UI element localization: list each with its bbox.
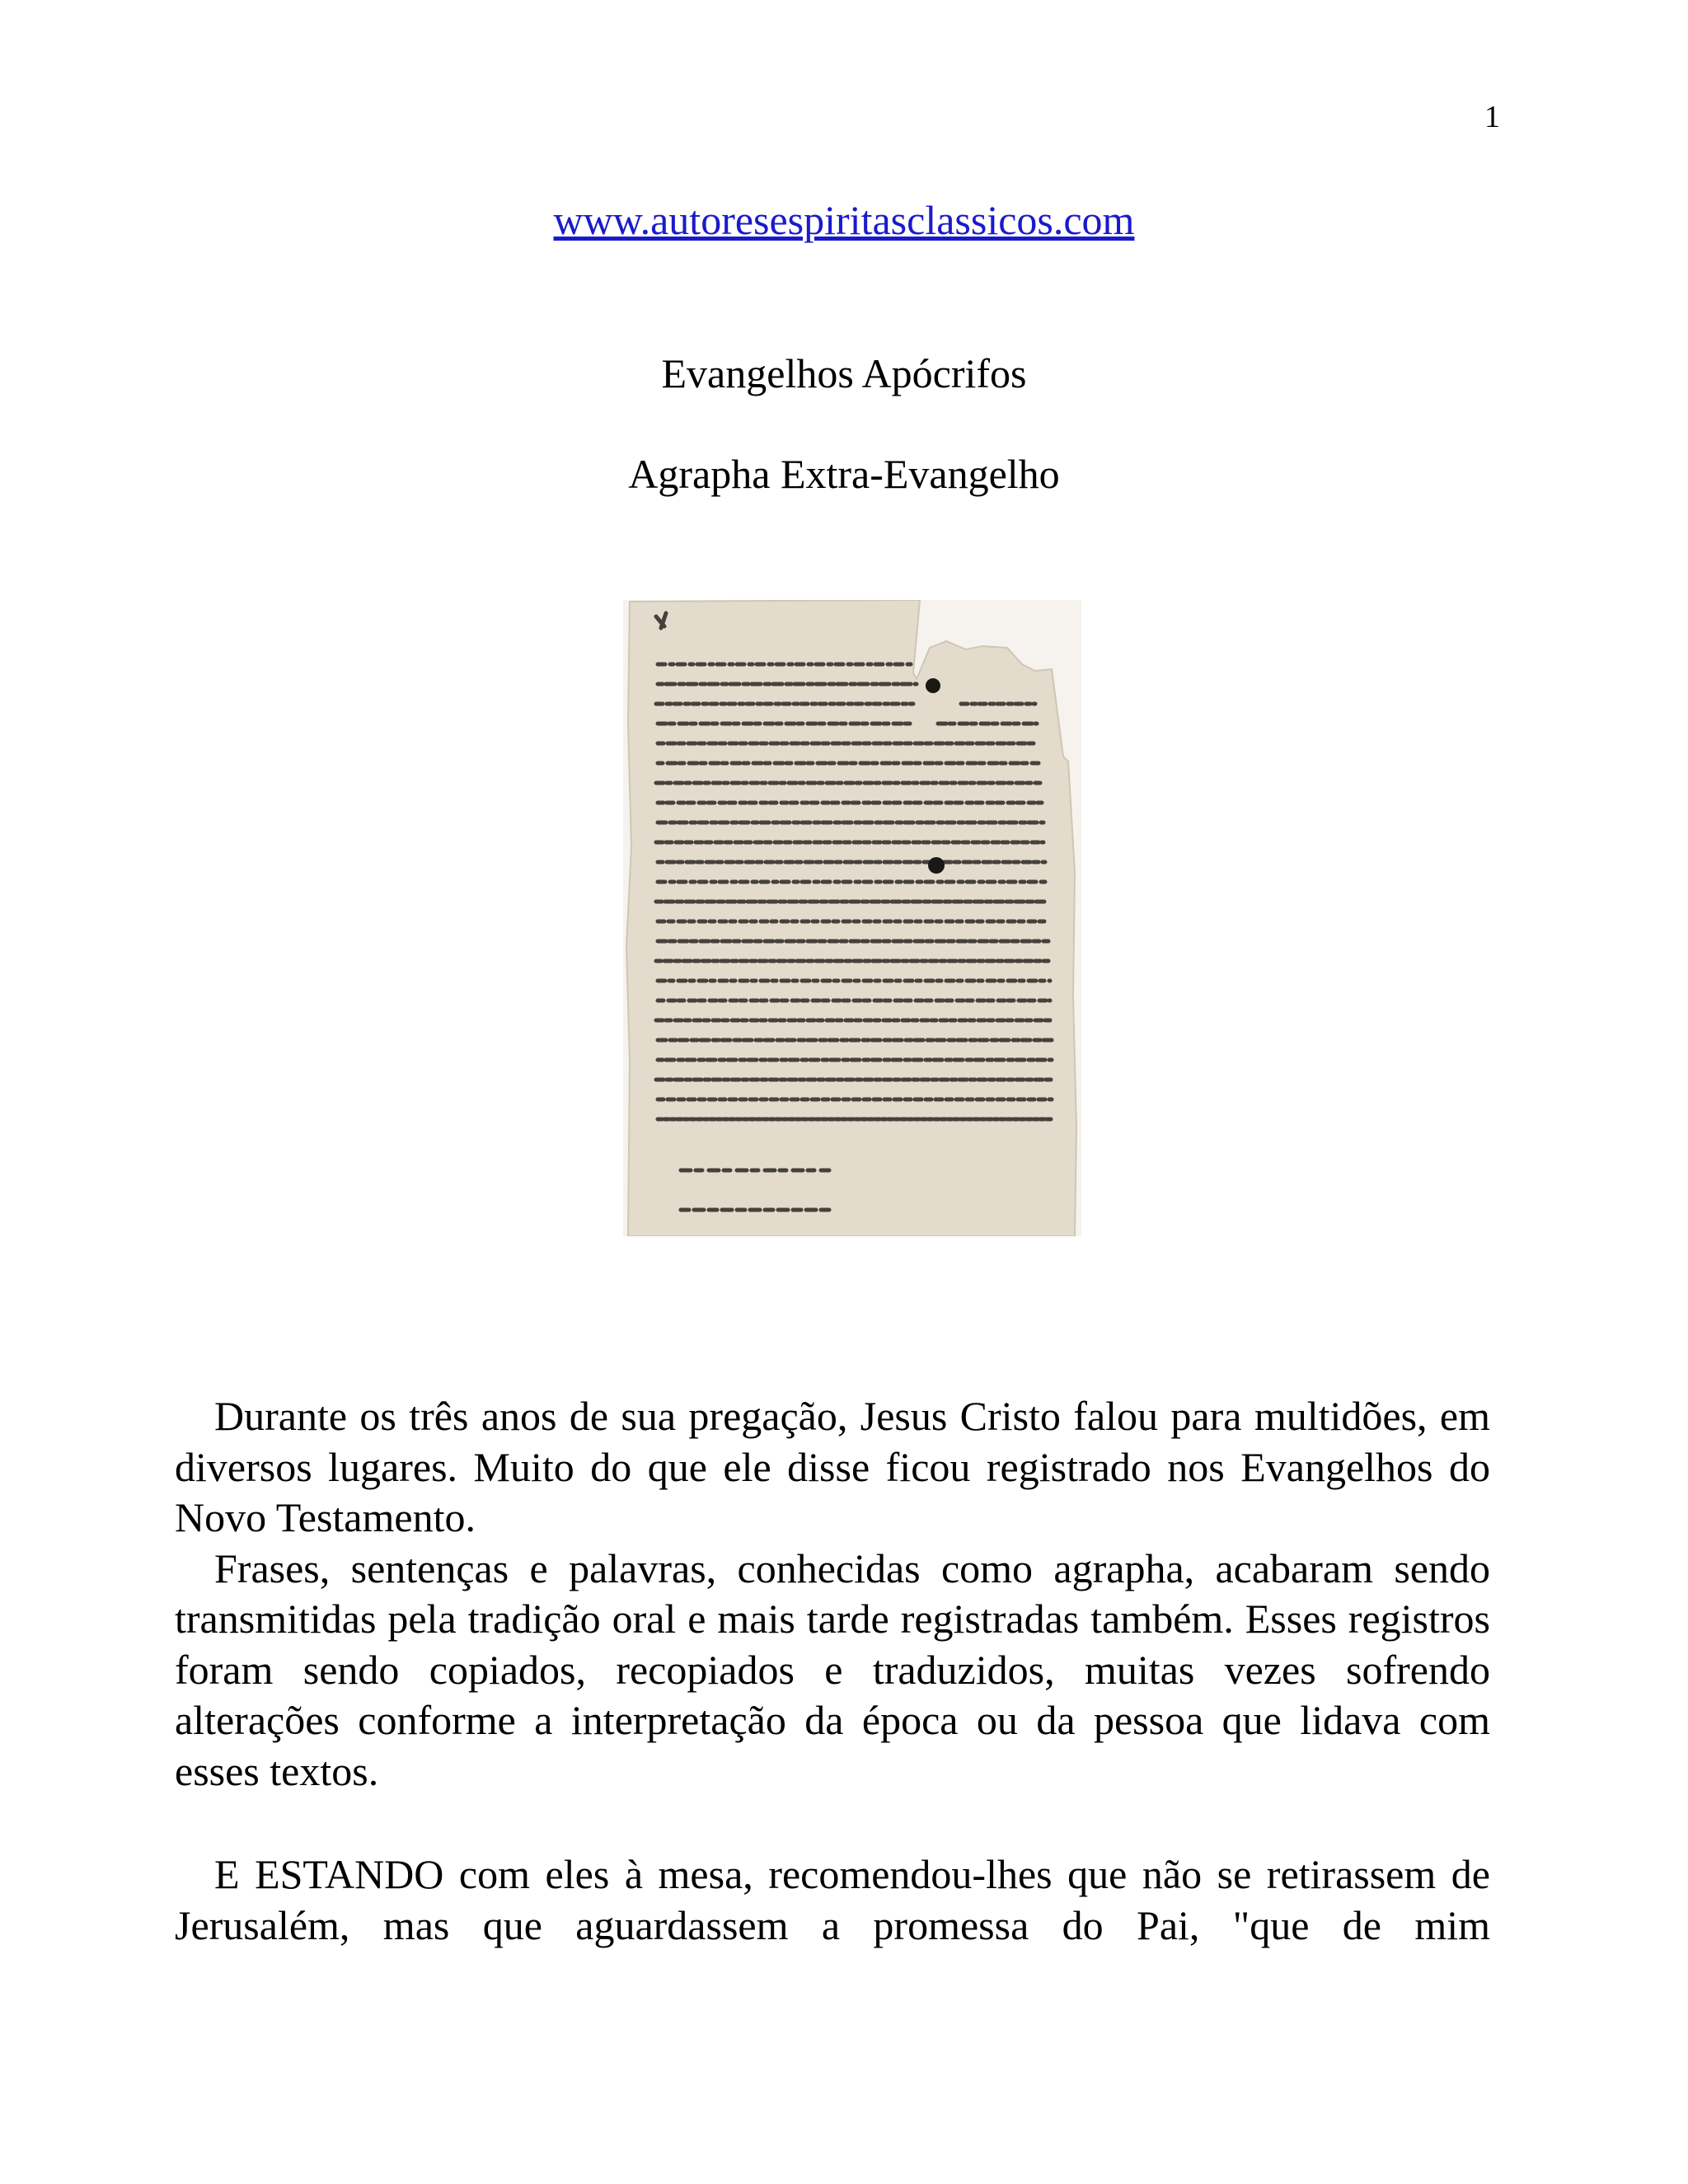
paragraph: Frases, sentenças e palavras, conhecidas como agrapha, acabaram sendo transmitidas pela tradição oral e mais tarde registradas também. Esses registros foram sendo copiados, recopiados e traduzidos, muitas vezes sofrendo alterações conforme a interpretação da época ou da pessoa que lidava com esses textos. xyxy=(175,1544,1490,1794)
paragraph: E ESTANDO com eles à mesa, recomendou-lhes que não se retirassem de Jerusalém, mas que aguardassem a promessa do Pai, "que de mim xyxy=(175,1851,1490,1948)
document-title: Evangelhos Apócrifos xyxy=(661,350,1027,396)
page-number: 1 xyxy=(1484,100,1500,134)
manuscript-papyrus-image xyxy=(623,600,1081,1236)
website-link[interactable]: www.autoresespiritasclassicos.com xyxy=(553,197,1135,243)
document-subtitle: Agrapha Extra-Evangelho xyxy=(628,451,1060,497)
agrapha-text xyxy=(175,1849,1490,1951)
intro-paragraphs xyxy=(175,1391,1490,1797)
paragraph: Durante os três anos de sua pregação, Jesus Cristo falou para multidões, em diversos lugares. Muito do que ele disse ficou registrado nos Evangelhos do Novo Testamento. xyxy=(175,1393,1490,1540)
